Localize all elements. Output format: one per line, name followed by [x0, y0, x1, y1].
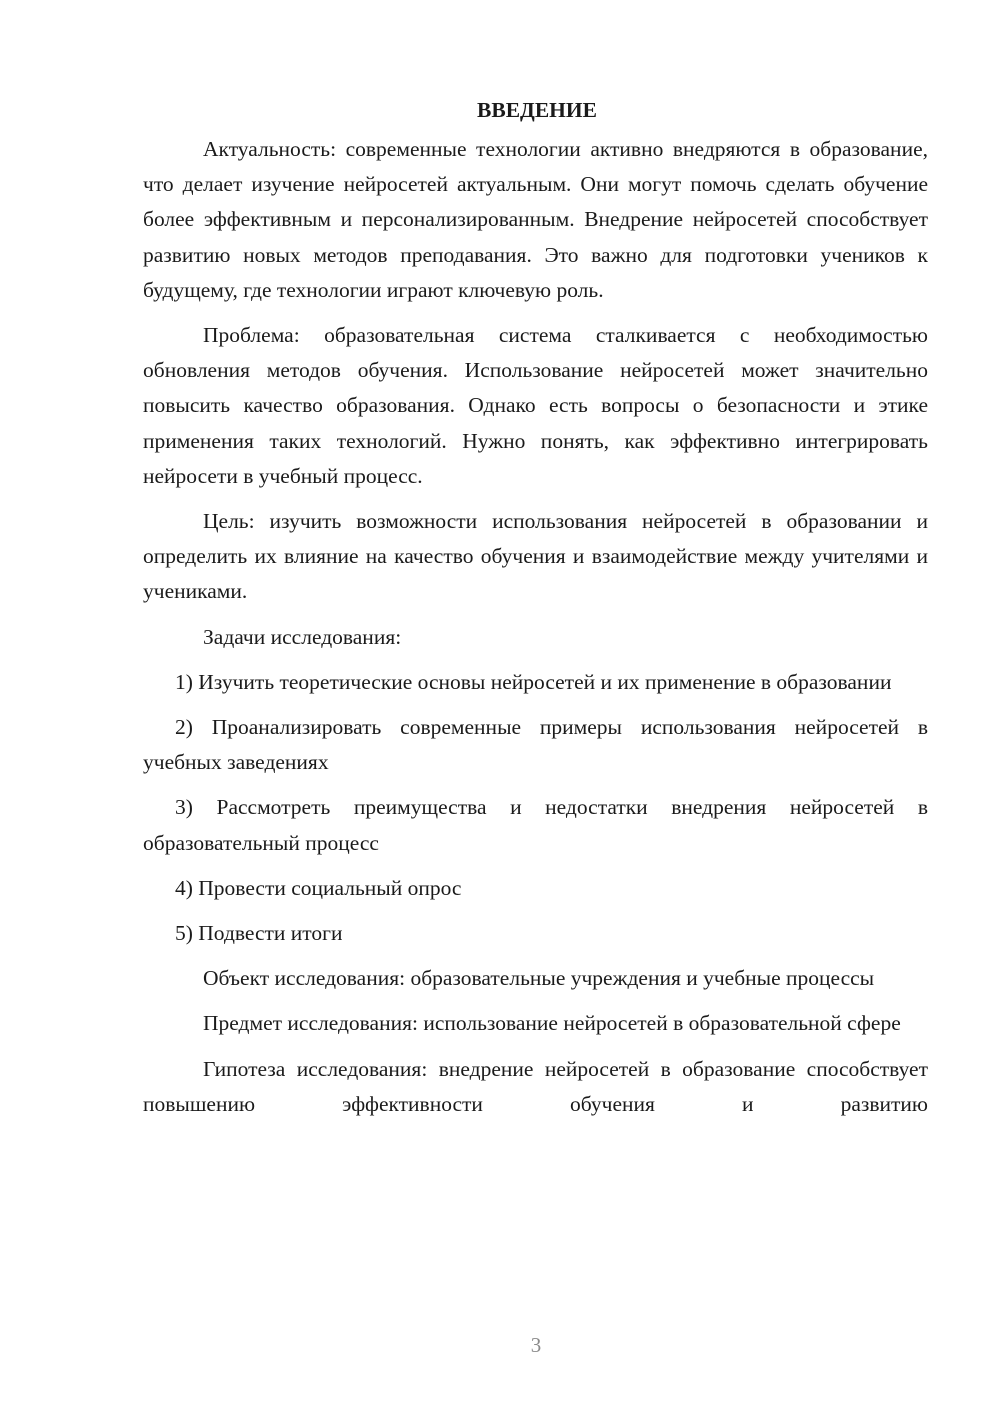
- list-item: 4) Провести социальный опрос: [175, 875, 462, 900]
- paragraph-relevance: Актуальность: современные технологии активно внедряются в образование, что делает изучение нейросетей актуальным. Они могут помочь сделать обучение более эффективным и персонализированным. Внедрение нейросетей способствует развитию новых методов преподавания. Это важно для подготовки учеников к будущему, где технологии играют ключевую роль.: [143, 137, 928, 302]
- list-item: 1) Изучить теоретические основы нейросетей и их применение в образовании: [175, 669, 892, 694]
- paragraph-subject: Предмет исследования: использование нейросетей в образовательной сфере: [203, 1011, 901, 1036]
- tasks-list: [143, 665, 928, 951]
- document-page: [143, 93, 928, 1132]
- page-title: ВВЕДЕНИЕ: [477, 98, 597, 122]
- list-item: 2) Проанализировать современные примеры использования нейросетей в учебных заведениях: [143, 715, 928, 775]
- paragraph-goal: Цель: изучить возможности использования нейросетей в образовании и определить их влияние на качество обучения и взаимодействие между учителями и учениками.: [143, 509, 928, 604]
- list-item: 3) Рассмотреть преимущества и недостатки внедрения нейросетей в образовательный процесс: [143, 795, 928, 855]
- tasks-heading: Задачи исследования:: [203, 624, 402, 649]
- paragraph-problem: Проблема: образовательная система сталкивается с необходимостью обновления методов обучения. Использование нейросетей может значительно повысить качество образования. Однако есть вопросы о безопасности и этике применения таких технологий. Нужно понять, как эффективно интегрировать нейросети в учебный процесс.: [143, 323, 928, 488]
- paragraph-hypothesis: Гипотеза исследования: внедрение нейросетей в образование способствует повышению эффективности обучения и развитию: [143, 1056, 928, 1116]
- page-number: 3: [530, 1333, 542, 1357]
- list-item: 5) Подвести итоги: [175, 921, 343, 946]
- paragraph-object: Объект исследования: образовательные учреждения и учебные процессы: [203, 966, 875, 991]
